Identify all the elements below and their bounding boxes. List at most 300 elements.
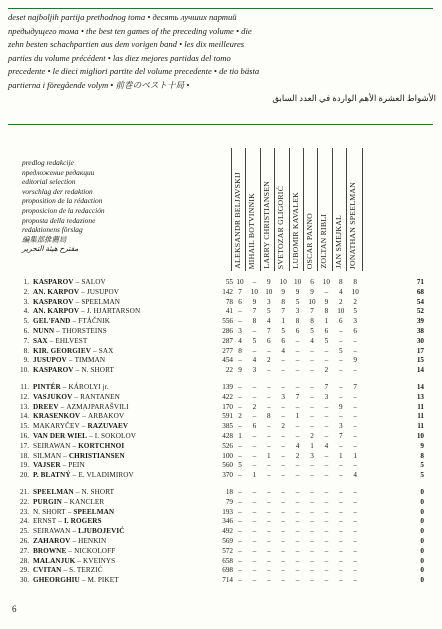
judge-vote: 1 — [252, 471, 257, 480]
game-number: 8. — [23, 346, 29, 355]
total-points: 0 — [420, 527, 424, 536]
white-player: VAJSER — [33, 461, 61, 470]
table-row — [14, 471, 434, 481]
white-player: CVITAN — [33, 566, 62, 575]
separator: – — [63, 566, 68, 575]
judge-vote: 10 — [322, 278, 330, 286]
judge-vote: 2 — [324, 366, 329, 375]
game-reference: 346 — [222, 517, 233, 526]
judge-vote: – — [281, 461, 285, 470]
judge-vote: – — [295, 383, 300, 391]
white-player: SILMAN — [33, 451, 62, 460]
judge-vote: 6 — [295, 327, 300, 335]
judge-vote: 7 — [252, 307, 257, 316]
white-player: AN. KARPOV — [33, 307, 80, 316]
total-points: 0 — [420, 488, 424, 496]
total-points: 71 — [416, 278, 424, 286]
judge-vote: – — [295, 497, 300, 506]
judge-column — [231, 148, 246, 271]
table-row — [14, 347, 434, 357]
judge-vote: – — [310, 366, 314, 375]
judge-vote: 6 — [281, 336, 285, 345]
judge-vote: – — [295, 576, 300, 585]
judge-vote: 9 — [324, 297, 329, 306]
black-player: KANCLER — [69, 497, 105, 506]
judge-vote: – — [324, 402, 329, 411]
judge-vote: 8 — [353, 278, 357, 286]
judge-vote: – — [281, 566, 285, 575]
judge-vote: 2 — [238, 412, 242, 421]
game-players — [33, 547, 115, 557]
black-player: S. TERZIĆ — [69, 566, 103, 575]
game-number: 28. — [20, 556, 29, 565]
game-reference: 286 — [222, 327, 233, 335]
judge-vote: – — [310, 546, 314, 555]
game-number: 24. — [20, 517, 29, 526]
judge-column — [289, 148, 304, 271]
judge-vote: – — [252, 383, 257, 391]
selection-label: redaktionens förslag — [22, 225, 83, 235]
separator: – — [68, 546, 73, 555]
judge-vote: – — [252, 527, 257, 536]
judge-vote: 3 — [267, 297, 271, 306]
judge-vote: – — [267, 576, 271, 585]
banner-line: parties du volume précédent • las diez mejores partidas del tomo — [8, 52, 231, 63]
table-row — [14, 566, 434, 576]
judge-vote: – — [324, 488, 329, 496]
game-players — [33, 488, 114, 498]
black-player: FTÁČNIK — [78, 317, 110, 326]
total-points: 0 — [420, 576, 424, 585]
judge-vote: – — [252, 537, 257, 545]
game-players — [33, 278, 106, 288]
total-points: 5 — [420, 471, 424, 480]
judge-vote: – — [267, 517, 271, 526]
selection-label: مقترح هيئة التحرير — [22, 244, 79, 254]
judge-column — [303, 148, 318, 271]
table-row — [14, 452, 434, 462]
page-number: 6 — [12, 604, 17, 614]
table-row — [14, 461, 434, 471]
judge-vote: 5 — [324, 336, 329, 345]
game-players — [33, 317, 110, 327]
total-points: 0 — [420, 497, 424, 506]
separator: – — [81, 576, 86, 585]
judge-vote: 5 — [281, 327, 285, 335]
judge-vote: 1 — [339, 451, 343, 460]
game-number: 19. — [20, 461, 29, 470]
judge-vote: – — [339, 471, 343, 480]
banner-arabic: الأشواط العشرة الأهم الواردة في العدد السابق — [272, 93, 436, 103]
white-player: N. SHORT — [33, 507, 66, 516]
total-points: 0 — [420, 546, 424, 555]
white-player: PURGIN — [33, 497, 62, 506]
selection-label: vorschlag der redaktion — [22, 186, 93, 196]
game-players — [33, 442, 124, 452]
table-row — [14, 488, 434, 498]
table-row — [14, 298, 434, 308]
game-reference: 287 — [222, 336, 233, 345]
judge-vote: – — [295, 566, 300, 575]
judge-vote: – — [252, 392, 257, 401]
judge-name: ALEKSANDR BELJAVSKIJ — [233, 172, 242, 269]
total-points: 11 — [417, 402, 424, 411]
judge-vote: 8 — [281, 297, 285, 306]
game-reference: 526 — [222, 441, 233, 450]
judge-vote: – — [238, 402, 242, 411]
game-players — [33, 307, 140, 317]
judge-vote: – — [310, 566, 314, 575]
white-player: NUNN — [33, 327, 55, 335]
judge-vote: – — [238, 546, 242, 555]
table-row — [14, 366, 434, 376]
judge-vote: 7 — [295, 392, 300, 401]
game-reference: 100 — [222, 451, 233, 460]
separator: – — [81, 307, 85, 316]
judge-vote: – — [324, 566, 329, 575]
table-row — [14, 517, 434, 527]
total-points: 8 — [420, 451, 424, 460]
game-number: 27. — [20, 546, 29, 555]
judge-vote: – — [238, 383, 242, 391]
judge-vote: – — [238, 317, 242, 326]
judge-vote: – — [339, 576, 343, 585]
judge-vote: – — [295, 546, 300, 555]
judge-vote: 6 — [238, 297, 242, 306]
judge-vote: 4 — [295, 441, 300, 450]
table-row — [14, 403, 434, 413]
total-points: 10 — [416, 432, 424, 440]
separator: – — [60, 402, 65, 411]
judge-vote: – — [324, 422, 329, 431]
judge-vote: – — [310, 422, 314, 431]
game-players — [33, 537, 106, 547]
game-number: 20. — [20, 471, 29, 480]
judge-vote: – — [310, 556, 314, 565]
black-player: SPEELMAN — [73, 507, 115, 516]
judge-vote: – — [310, 576, 314, 585]
black-player: N. SHORT — [81, 488, 115, 496]
separator: – — [56, 327, 60, 335]
judge-vote: – — [324, 497, 329, 506]
judge-vote: – — [281, 432, 285, 440]
judge-vote: – — [238, 537, 242, 545]
judge-vote: – — [267, 346, 271, 355]
judge-vote: – — [281, 412, 285, 421]
judge-vote: – — [267, 402, 271, 411]
game-players — [33, 356, 105, 366]
game-players — [33, 527, 125, 537]
banner-line: precedente • le dieci migliori partite del volume precedente • de tio bästa — [8, 66, 260, 76]
judge-vote: – — [267, 488, 271, 496]
separator: – — [75, 297, 80, 306]
judge-vote: – — [353, 517, 357, 526]
black-player: KORTCHNOI — [78, 441, 125, 450]
judge-vote: – — [281, 527, 285, 536]
judge-vote: – — [324, 576, 329, 585]
selection-labels — [22, 158, 222, 254]
black-player: J. HJARTARSON — [86, 307, 141, 316]
judge-vote: 7 — [267, 327, 271, 335]
judge-vote: 6 — [353, 327, 357, 335]
judge-name: JAN SMEJKAL — [333, 215, 343, 269]
judge-vote: – — [267, 441, 271, 450]
white-player: ERNST — [33, 517, 57, 526]
judge-vote: – — [353, 566, 357, 575]
judge-vote: – — [353, 336, 357, 345]
game-number: 16. — [20, 432, 29, 440]
judge-vote: 3 — [295, 307, 300, 316]
game-number: 13. — [20, 402, 29, 411]
judge-vote: – — [238, 471, 242, 480]
game-number: 21. — [20, 488, 29, 496]
separator: – — [67, 507, 72, 516]
black-player: M. PIKET — [87, 576, 119, 585]
separator: – — [81, 422, 86, 431]
white-player: MALANJUK — [33, 556, 76, 565]
game-number: 22. — [20, 497, 29, 506]
judge-vote: – — [310, 507, 314, 516]
white-player: P. BLATNÝ — [33, 471, 71, 480]
judge-vote: 10 — [236, 278, 244, 286]
judge-vote: – — [339, 392, 343, 401]
judge-column — [317, 148, 332, 271]
white-player: JUSUPOV — [33, 356, 67, 365]
judge-vote: 3 — [339, 422, 343, 431]
black-player: SPEELMAN — [81, 297, 121, 306]
game-players — [33, 366, 114, 376]
judge-vote: 6 — [267, 336, 271, 345]
game-reference: 79 — [225, 497, 233, 506]
judge-vote: – — [310, 517, 314, 526]
white-player: MAKARYČEV — [33, 422, 80, 431]
judge-vote: 2 — [310, 432, 314, 440]
judge-vote: – — [310, 346, 314, 355]
game-players — [33, 461, 85, 471]
judge-vote: – — [324, 461, 329, 470]
game-number: 5. — [23, 317, 29, 326]
total-points: 0 — [420, 537, 424, 545]
game-players — [33, 471, 134, 481]
game-reference: 370 — [222, 471, 233, 480]
table-row — [14, 576, 434, 586]
game-number: 6. — [23, 327, 29, 335]
judge-vote: – — [339, 441, 343, 450]
judge-vote: – — [281, 441, 285, 450]
table-row — [14, 432, 434, 442]
judge-vote: 7 — [238, 287, 242, 296]
game-players — [33, 432, 136, 442]
judge-vote: – — [238, 422, 242, 431]
total-points: 14 — [416, 366, 424, 375]
separator: – — [89, 432, 93, 440]
white-player: SEIRAWAN — [33, 441, 71, 450]
white-player: KRASENKOV — [33, 412, 81, 421]
judge-vote: – — [238, 488, 242, 496]
total-points: 68 — [416, 287, 424, 296]
table-row — [14, 327, 434, 337]
game-players — [33, 452, 125, 462]
separator: – — [81, 287, 85, 296]
judge-vote: 1 — [324, 317, 329, 326]
judge-vote: – — [324, 451, 329, 460]
game-reference: 591 — [222, 412, 233, 421]
black-player: THORSTEINS — [61, 327, 107, 335]
judge-vote: 10 — [265, 287, 273, 296]
separator: – — [63, 451, 67, 460]
game-players — [33, 557, 115, 567]
judge-vote: 1 — [310, 441, 314, 450]
judge-vote: – — [353, 461, 357, 470]
game-reference: 385 — [222, 422, 233, 431]
judge-vote: 4 — [353, 471, 357, 480]
game-reference: 658 — [222, 556, 233, 565]
judge-vote: 1 — [281, 317, 285, 326]
judge-vote: – — [238, 307, 242, 316]
white-player: SEIRAWAN — [33, 527, 71, 536]
judge-vote: – — [295, 471, 300, 480]
total-points: 15 — [416, 356, 424, 365]
separator: – — [72, 441, 77, 450]
judge-vote: – — [339, 461, 343, 470]
game-players — [33, 298, 120, 308]
judge-vote: – — [267, 546, 271, 555]
judge-vote: – — [252, 346, 257, 355]
separator: – — [74, 392, 79, 401]
judge-vote: 9 — [252, 297, 257, 306]
white-player: GELʹFAND — [33, 317, 71, 326]
judge-vote: 9 — [267, 278, 271, 286]
game-reference: 454 — [222, 356, 233, 365]
judge-vote: 2 — [281, 422, 285, 431]
separator: – — [58, 517, 62, 526]
table-row — [14, 356, 434, 366]
judge-vote: – — [324, 412, 329, 421]
table-row — [14, 393, 434, 403]
judge-vote: – — [353, 346, 357, 355]
game-players — [33, 566, 103, 576]
judge-vote: 2 — [339, 297, 343, 306]
selection-label: 編集部推薦局 — [22, 234, 67, 244]
game-reference: 569 — [222, 537, 233, 545]
judge-vote: – — [252, 507, 257, 516]
judge-vote: – — [310, 383, 314, 391]
game-number: 3. — [23, 297, 29, 306]
judge-vote: 5 — [339, 346, 343, 355]
judge-vote: – — [353, 537, 357, 545]
table-row — [14, 498, 434, 508]
judge-vote: – — [310, 461, 314, 470]
selection-label: предложение редакции — [22, 167, 95, 177]
judge-vote: 4 — [310, 336, 314, 345]
game-number: 25. — [20, 527, 29, 536]
black-player: HENKIN — [78, 537, 107, 545]
table-row — [14, 527, 434, 537]
judge-vote: – — [339, 356, 343, 365]
judge-vote: 5 — [252, 336, 257, 345]
judge-vote: 1 — [295, 412, 300, 421]
judge-vote: – — [281, 507, 285, 516]
judge-vote: – — [353, 412, 357, 421]
judge-vote: – — [339, 488, 343, 496]
game-players — [33, 337, 87, 347]
judge-vote: 8 — [252, 317, 257, 326]
judge-vote: – — [252, 488, 257, 496]
separator: – — [63, 497, 68, 506]
separator: – — [75, 488, 80, 496]
judge-vote: – — [238, 556, 242, 565]
separator: – — [82, 412, 86, 421]
judge-vote: 3 — [281, 392, 285, 401]
table-row — [14, 547, 434, 557]
judge-vote: 1 — [267, 451, 271, 460]
judge-vote: 5 — [310, 327, 314, 335]
top-rule — [8, 8, 433, 9]
judge-vote: 6 — [324, 327, 329, 335]
judge-name: LUBOMIR KAVALEK — [290, 192, 300, 269]
judge-vote: 7 — [281, 307, 285, 316]
judge-vote: 3 — [324, 392, 329, 401]
game-number: 12. — [20, 392, 29, 401]
judge-vote: 8 — [310, 317, 314, 326]
judge-vote: 9 — [281, 287, 285, 296]
judge-vote: – — [324, 546, 329, 555]
judge-vote: – — [310, 402, 314, 411]
judge-vote: – — [252, 546, 257, 555]
game-reference: 560 — [222, 461, 233, 470]
judge-vote: – — [267, 507, 271, 516]
judge-vote: – — [252, 517, 257, 526]
judge-vote: 8 — [238, 346, 242, 355]
game-reference: 55 — [225, 278, 233, 286]
white-player: DREEV — [33, 402, 59, 411]
separator: – — [72, 527, 77, 536]
judge-vote: – — [295, 346, 300, 355]
judge-vote: – — [324, 527, 329, 536]
white-player: ZAHAROV — [33, 537, 71, 545]
judge-name: LARRY CHRISTIANSEN — [261, 181, 271, 269]
judge-vote: 7 — [310, 307, 314, 316]
judge-vote: – — [252, 327, 257, 335]
black-player: SAX — [98, 346, 114, 355]
judge-vote: 10 — [351, 287, 359, 296]
judge-vote: 9 — [339, 402, 343, 411]
judge-vote: – — [324, 356, 329, 365]
judge-vote: 5 — [353, 307, 357, 316]
judge-vote: – — [353, 497, 357, 506]
judge-vote: – — [339, 366, 343, 375]
judge-vote: 5 — [295, 297, 300, 306]
total-points: 52 — [416, 307, 424, 316]
judge-vote: – — [295, 356, 300, 365]
game-number: 29. — [20, 566, 29, 575]
game-reference: 193 — [222, 507, 233, 516]
black-player: LJUBOJEVIĆ — [78, 527, 125, 536]
judge-vote: – — [267, 432, 271, 440]
white-player: PINTÉR — [33, 383, 61, 391]
judge-vote: – — [353, 402, 357, 411]
judge-column — [332, 148, 347, 271]
game-number: 4. — [23, 307, 29, 316]
game-number: 10. — [20, 366, 29, 375]
judge-vote: – — [310, 412, 314, 421]
judge-vote: 8 — [267, 412, 271, 421]
game-players — [33, 393, 120, 403]
judge-vote: 3 — [238, 327, 242, 335]
game-reference: 78 — [225, 297, 233, 306]
judge-vote: – — [339, 527, 343, 536]
judge-vote: 4 — [281, 346, 285, 355]
